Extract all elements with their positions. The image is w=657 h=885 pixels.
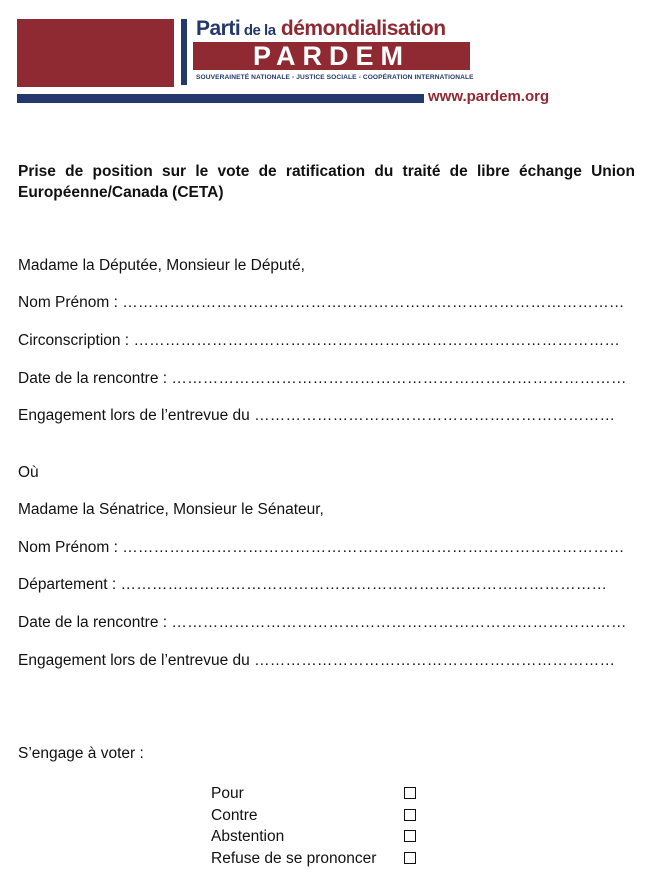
option-contre-label: Contre: [211, 807, 258, 824]
depute-salutation: Madame la Députée, Monsieur le Député,: [18, 257, 305, 274]
senateur-date-field[interactable]: [18, 613, 638, 633]
brand-tagline: SOUVERAINETÉ NATIONALE - JUSTICE SOCIALE - COOPÉRATION INTERNATIONALE: [196, 74, 474, 81]
depute-nom-field[interactable]: [18, 293, 638, 313]
depute-date-dots[interactable]: ……………………………………………………………………………: [171, 370, 627, 387]
depute-engagement-field[interactable]: [18, 406, 638, 426]
brand-stripe: [181, 19, 187, 85]
depute-engagement-dots[interactable]: ……………………………………………………………: [254, 407, 616, 424]
party-name-parti: Parti: [196, 17, 241, 40]
party-name-demondialisation: démondialisation: [280, 17, 446, 40]
senateur-nom-label: Nom Prénom :: [18, 539, 123, 556]
website-url: www.pardem.org: [428, 88, 550, 105]
option-pour-label: Pour: [211, 785, 244, 802]
header-underline-bar: [17, 94, 424, 103]
option-contre-checkbox[interactable]: [404, 809, 416, 821]
depute-engagement-label: Engagement lors de l’entrevue du: [18, 407, 255, 424]
senateur-departement-dots[interactable]: …………………………………………………………………………………: [120, 576, 608, 593]
option-abstention-label: Abstention: [211, 828, 285, 845]
senateur-engagement-dots[interactable]: ……………………………………………………………: [254, 652, 616, 669]
senateur-departement-label: Département :: [18, 576, 121, 593]
document-title: Prise de position sur le vote de ratification du traité de libre échange Union Européenne/Canada (CETA): [18, 163, 635, 201]
senateur-engagement-label: Engagement lors de l’entrevue du: [18, 652, 255, 669]
party-name: [196, 16, 446, 42]
option-refuse-checkbox[interactable]: [404, 852, 416, 864]
option-abstention-checkbox[interactable]: [404, 830, 416, 842]
depute-date-label: Date de la rencontre :: [18, 370, 172, 387]
senateur-date-dots[interactable]: ……………………………………………………………………………: [171, 614, 627, 631]
option-pour-checkbox[interactable]: [404, 787, 416, 799]
logo-color-block: [17, 19, 174, 87]
depute-circonscription-field[interactable]: [18, 331, 638, 351]
senateur-nom-field[interactable]: [18, 538, 638, 558]
depute-nom-label: Nom Prénom :: [18, 294, 123, 311]
option-refuse-label: Refuse de se prononcer: [211, 850, 377, 867]
depute-nom-dots[interactable]: ……………………………………………………………………………………: [122, 294, 625, 311]
party-name-de-la: de la: [243, 22, 276, 39]
depute-date-field[interactable]: [18, 369, 638, 389]
senateur-departement-field[interactable]: [18, 575, 638, 595]
senateur-engagement-field[interactable]: [18, 651, 638, 671]
depute-circonscription-dots[interactable]: …………………………………………………………………………………: [133, 332, 621, 349]
senateur-salutation: Madame la Sénatrice, Monsieur le Sénateur,: [18, 501, 324, 518]
engage-a-voter-label: S’engage à voter :: [18, 745, 144, 762]
pardem-wordmark: PARDEM: [193, 42, 470, 70]
ou-separator: Où: [18, 464, 39, 481]
senateur-nom-dots[interactable]: ……………………………………………………………………………………: [122, 539, 625, 556]
depute-circonscription-label: Circonscription :: [18, 332, 134, 349]
senateur-date-label: Date de la rencontre :: [18, 614, 172, 631]
